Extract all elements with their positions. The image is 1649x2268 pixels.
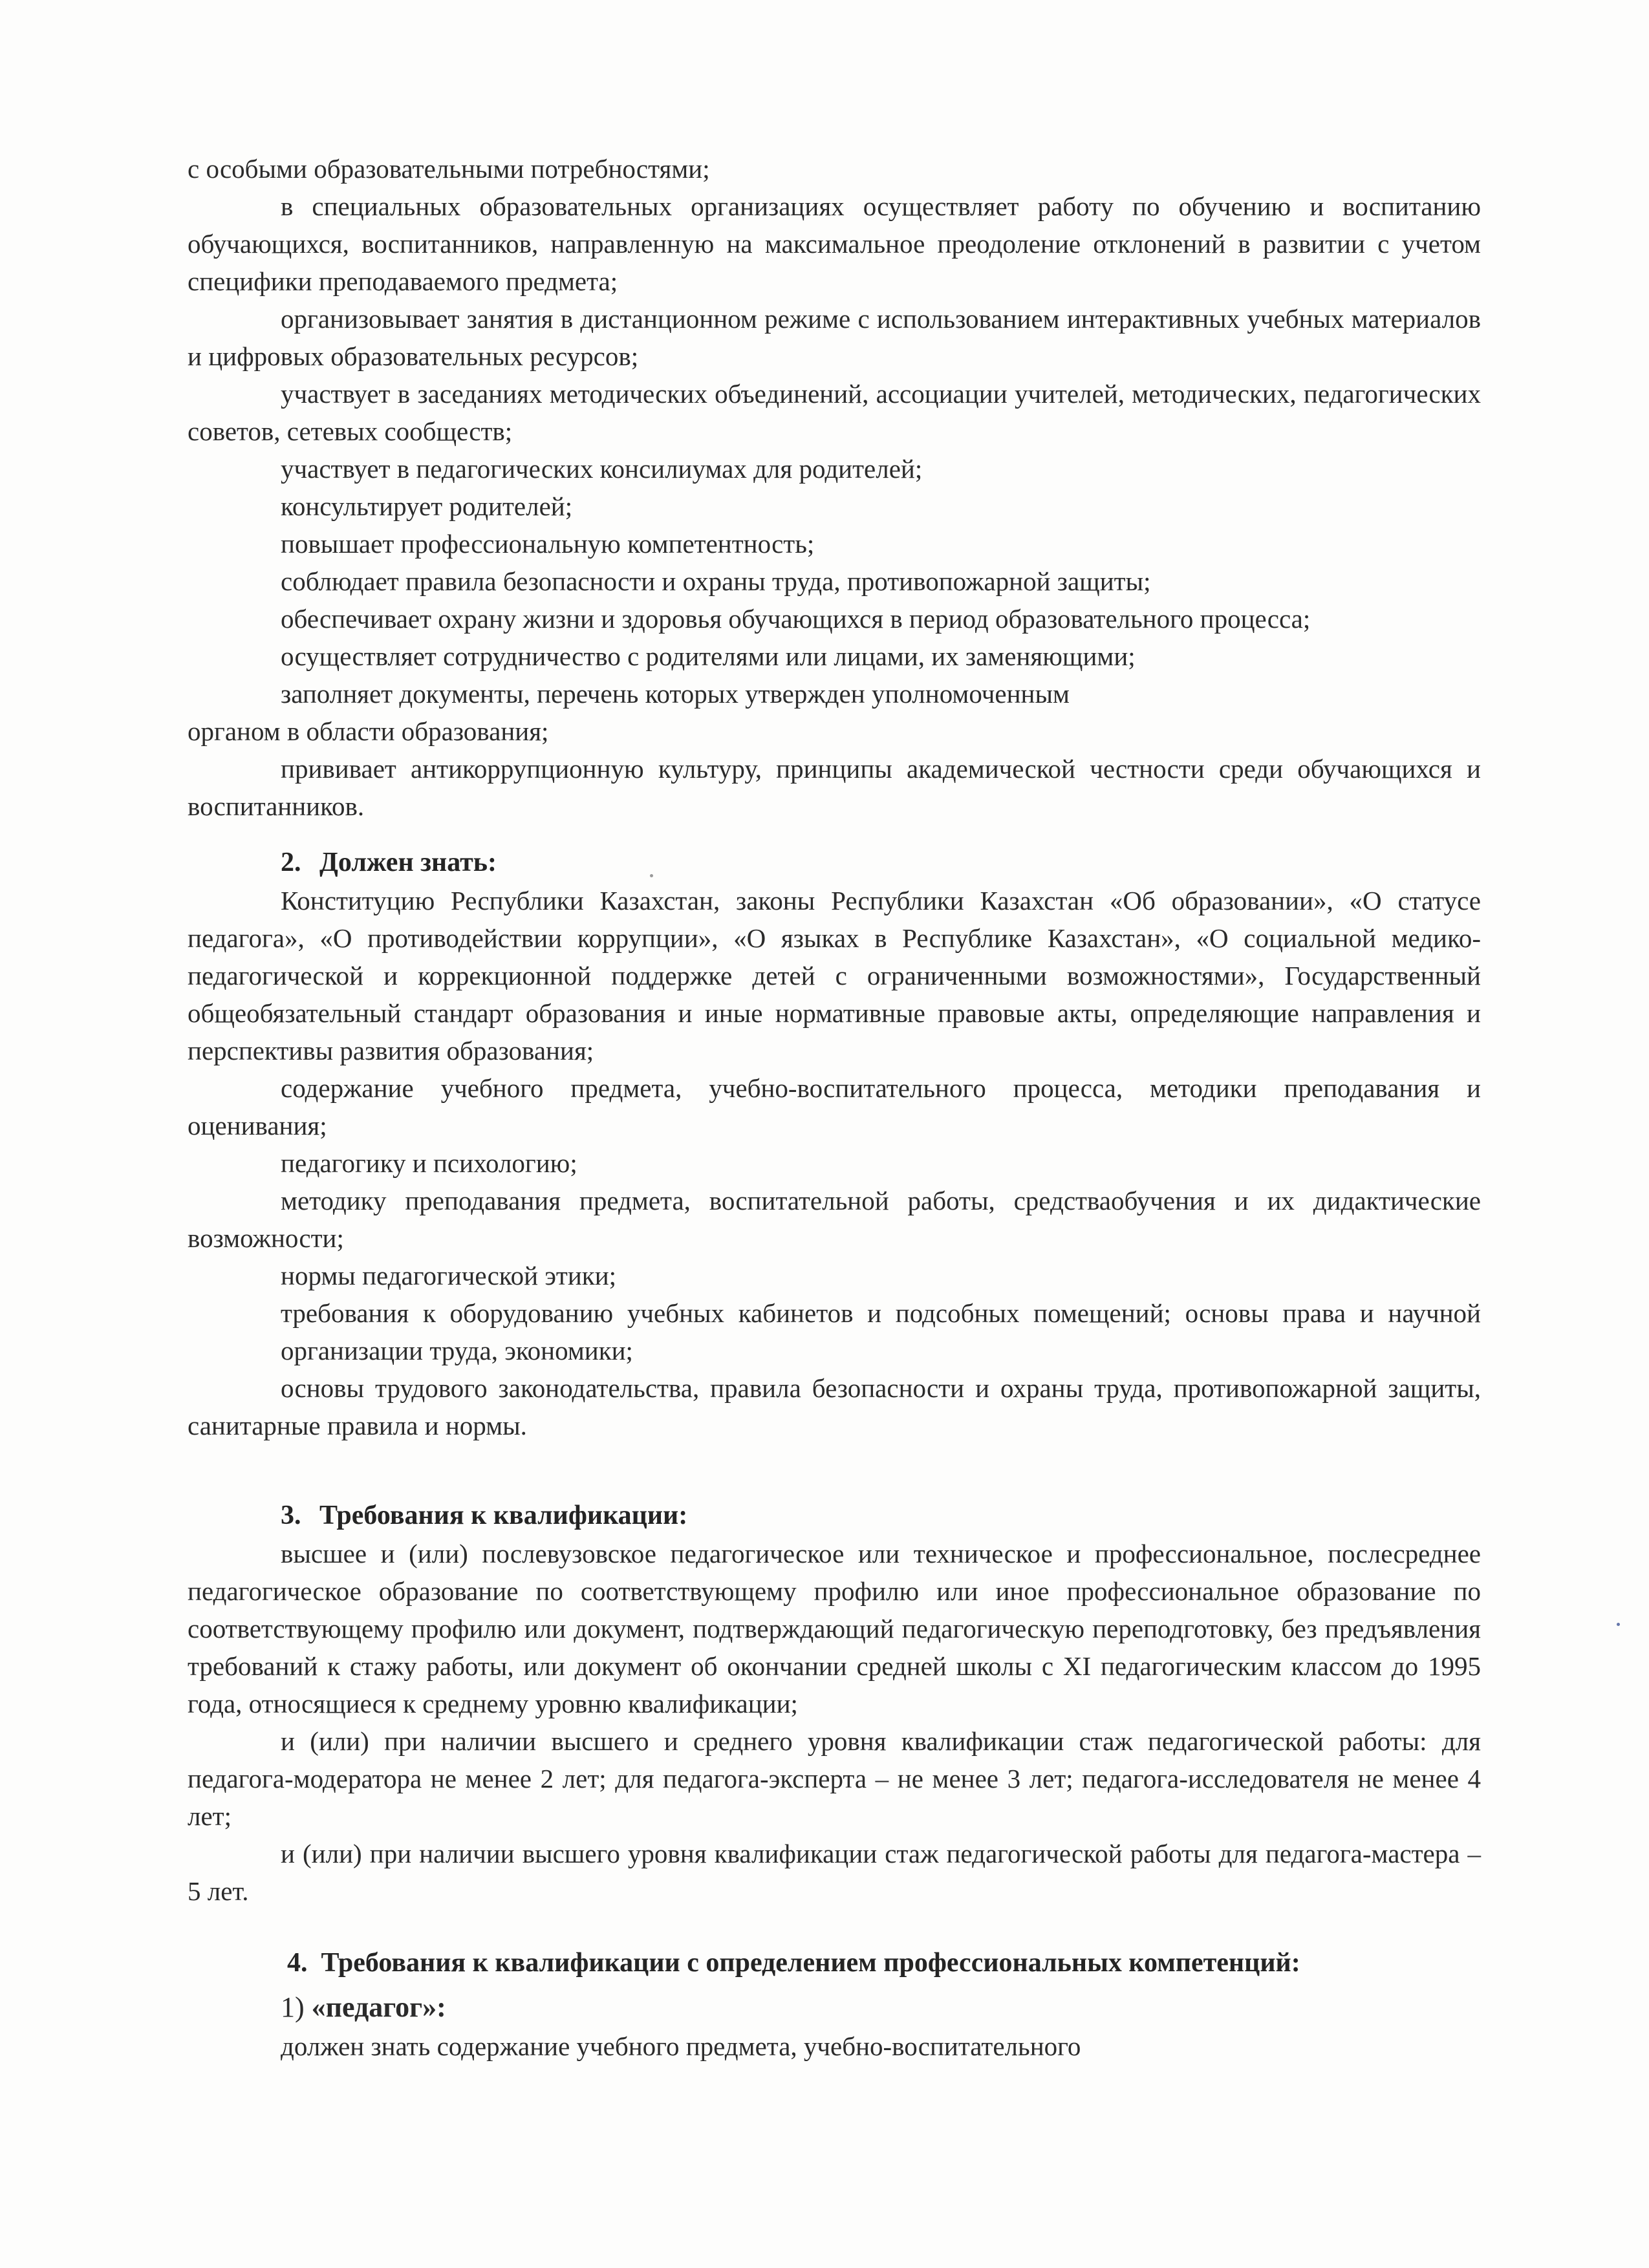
section-2-paragraph: Конституцию Республики Казахстан, законы Республики Казахстан «Об образовании», «О статусе педагога», «О противодействии коррупции», «О языках в Республике Казахстан», «О социальной медико-педагогической и коррекционной поддержке детей с ограниченными возможностями», Государственный общеобязательный стандарт образования и иные нормативные правовые акты, определяющие направления и перспективы развития образования; bbox=[188, 886, 1481, 1065]
section-3-paragraph: и (или) при наличии высшего и среднего уровня квалификации стаж педагогической работы: для педагога-модератора не менее 2 лет; для педагога-эксперта – не менее 3 лет; педагога-исследователя не менее 4 лет; bbox=[188, 1726, 1481, 1831]
section-2-paragraph: требования к оборудованию учебных кабинетов и подсобных помещений; основы права и научной организации труда, экономики; bbox=[281, 1298, 1481, 1365]
intro-line-2: в специальных образовательных организациях осуществляет работу по обучению и воспитанию обучающихся, воспитанников, направленную на максимальное преодоление отклонений в развитии с учетом специфики преподаваемого предмета; bbox=[188, 191, 1481, 296]
section-2-heading bbox=[188, 843, 1481, 882]
intro-line-10: осуществляет сотрудничество с родителями или лицами, их заменяющими; bbox=[281, 641, 1136, 671]
section-3-number: 3. bbox=[281, 1501, 301, 1530]
intro-line-4: участвует в заседаниях методических объединений, ассоциации учителей, методических, педагогических советов, сетевых сообществ; bbox=[188, 379, 1481, 446]
intro-line-9: обеспечивает охрану жизни и здоровья обучающихся в период образовательного процесса; bbox=[281, 604, 1311, 634]
scan-speck bbox=[650, 874, 653, 877]
subsection-1-text: должен знать содержание учебного предмета, учебно-воспитательного bbox=[281, 2031, 1081, 2061]
section-2-paragraph: педагогику и психологию; bbox=[281, 1148, 577, 1178]
section-4-number: 4. bbox=[287, 1948, 308, 1978]
intro-line-11: заполняет документы, перечень которых утвержден уполномоченным bbox=[281, 679, 1070, 709]
section-2-paragraph: содержание учебного предмета, учебно-воспитательного процесса, методики преподавания и оценивания; bbox=[188, 1073, 1481, 1140]
document-body bbox=[188, 150, 1481, 2065]
intro-line-1: с особыми образовательными потребностями; bbox=[188, 154, 710, 184]
section-3-title: Требования к квалификации: bbox=[319, 1501, 688, 1530]
section-2-title: Должен знать: bbox=[319, 848, 497, 877]
section-3-paragraph: высшее и (или) послевузовское педагогическое или техническое и профессиональное, послесреднее педагогическое образование по соответствующему профилю или иное профессиональное образование по соответствующему профилю или документ, подтверждающий педагогическую переподготовку, без предъявления требований к стажу работы, или документ об окончании средней школы с XI педагогическим классом до 1995 года, относящиеся к среднему уровню квалификации; bbox=[188, 1539, 1481, 1718]
section-4-heading bbox=[188, 1943, 1481, 1982]
scan-speck bbox=[1617, 1623, 1620, 1626]
intro-line-13: прививает антикоррупционную культуру, принципы академической честности среди обучающихся и воспитанников. bbox=[188, 754, 1481, 821]
intro-line-6: консультирует родителей; bbox=[281, 491, 573, 521]
section-2-paragraph: основы трудового законодательства, правила безопасности и охраны труда, противопожарной защиты, санитарные правила и нормы. bbox=[188, 1373, 1481, 1440]
subsection-1-label: «педагог»: bbox=[311, 1991, 446, 2023]
section-4-title: Требования к квалификации с определением профессиональных компетенций: bbox=[321, 1948, 1300, 1978]
intro-line-5: участвует в педагогических консилиумах для родителей; bbox=[281, 454, 923, 484]
intro-line-12: органом в области образования; bbox=[188, 716, 549, 746]
subsection-1-number: 1) bbox=[281, 1991, 305, 2023]
section-3-heading bbox=[188, 1496, 1481, 1535]
intro-line-8: соблюдает правила безопасности и охраны труда, противопожарной защиты; bbox=[281, 566, 1151, 596]
section-2-paragraph: методику преподавания предмета, воспитательной работы, средстваобучения и их дидактические возможности; bbox=[188, 1186, 1481, 1253]
section-3-paragraph: и (или) при наличии высшего уровня квалификации стаж педагогической работы для педагога-мастера – 5 лет. bbox=[188, 1839, 1481, 1906]
subsection-1-heading bbox=[281, 1987, 1481, 2027]
section-2-number: 2. bbox=[281, 848, 301, 877]
intro-line-3: организовывает занятия в дистанционном режиме с использованием интерактивных учебных материалов и цифровых образовательных ресурсов; bbox=[188, 304, 1481, 371]
intro-line-7: повышает профессиональную компетентность; bbox=[281, 529, 815, 559]
section-2-paragraph: нормы педагогической этики; bbox=[281, 1261, 617, 1290]
